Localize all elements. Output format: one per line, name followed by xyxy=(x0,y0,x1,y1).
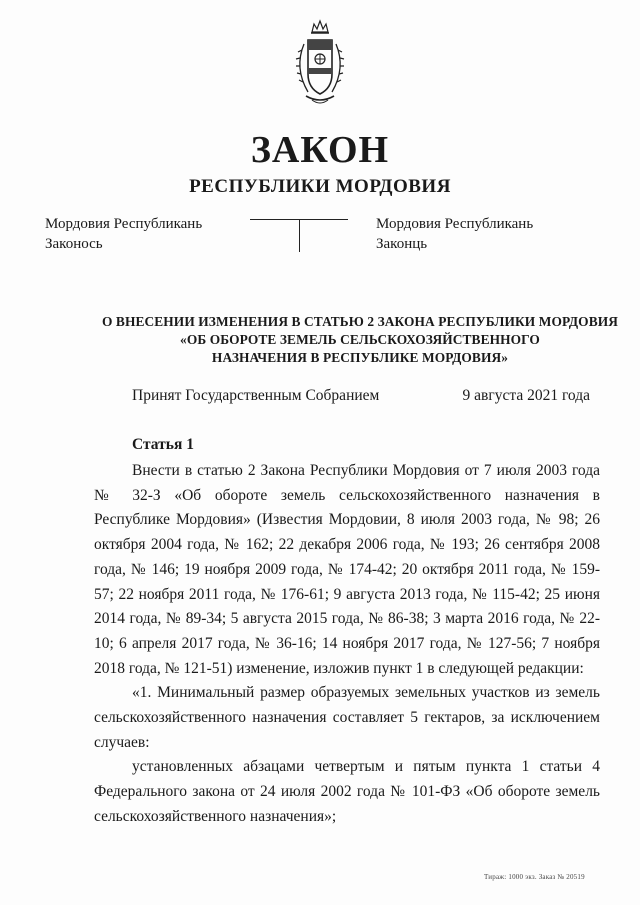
mordovian-right-line2: Законць xyxy=(376,236,428,252)
article-paragraph: «1. Минимальный размер образуемых земельных участков из земель сельскохозяйственного назначения составляет 5 гектаров, за исключением случаев: xyxy=(94,684,600,751)
mordovian-left-line1: Мордовия Республикань xyxy=(45,216,203,232)
law-subtitle: РЕСПУБЛИКИ МОРДОВИЯ xyxy=(189,176,451,197)
mordovian-title-left xyxy=(45,214,202,254)
article-body xyxy=(94,459,600,830)
law-heading-line1: О ВНЕСЕНИИ ИЗМЕНЕНИЯ В СТАТЬЮ 2 ЗАКОНА РЕСПУБЛИКИ МОРДОВИЯ xyxy=(101,314,619,329)
article-paragraph: Внести в статью 2 Закона Республики Мордовия от 7 июля 2003 года № 32-З «Об обороте земель сельскохозяйственного назначения в Республике Мордовия» (Известия Мордовии, 8 июля 2003 года, № 98; 26 октября 2004 года, № 162; 22 декабря 2006 года, № 193; 26 сентября 2008 года, № 146; 19 ноября 2009 года, № 174-42; 20 октября 2011 года, № 159-57; 22 ноября 2011 года, № 176-61; 9 августа 2013 года, № 115-42; 25 июня 2014 года, № 89-34; 5 августа 2015 года, № 86-38; 3 марта 2016 года, № 22-10; 6 апреля 2017 года, № 36-16; 14 ноября 2017 года, № 127-56; 7 ноября 2018 года, № 121-51) изменение, изложив пункт 1 в следующей редакции: xyxy=(94,462,600,677)
print-info: Тираж: 1000 экз. Заказ № 20519 xyxy=(484,873,585,881)
law-title: ЗАКОН xyxy=(250,129,390,171)
law-heading-line3: НАЗНАЧЕНИЯ В РЕСПУБЛИКЕ МОРДОВИЯ» xyxy=(211,350,509,365)
adoption-date: 9 августа 2021 года xyxy=(462,387,590,404)
mordovian-title-right xyxy=(376,214,533,254)
article-paragraph: установленных абзацами четвертым и пятым пункта 1 статьи 4 Федерального закона от 24 июля 2002 года № 101-ФЗ «Об обороте земель сельскохозяйственного назначения»; xyxy=(94,758,600,825)
article-title: Статья 1 xyxy=(132,436,194,453)
adopted-by: Принят Государственным Собранием xyxy=(132,387,380,404)
law-heading xyxy=(60,313,640,367)
coat-of-arms-emblem xyxy=(290,18,350,110)
header-divider-vertical xyxy=(299,219,300,252)
mordovian-left-line2: Законось xyxy=(45,236,103,252)
mordovian-right-line1: Мордовия Республикань xyxy=(376,216,534,232)
law-heading-line2: «ОБ ОБОРОТЕ ЗЕМЕЛЬ СЕЛЬСКОХОЗЯЙСТВЕННОГО xyxy=(180,332,540,347)
